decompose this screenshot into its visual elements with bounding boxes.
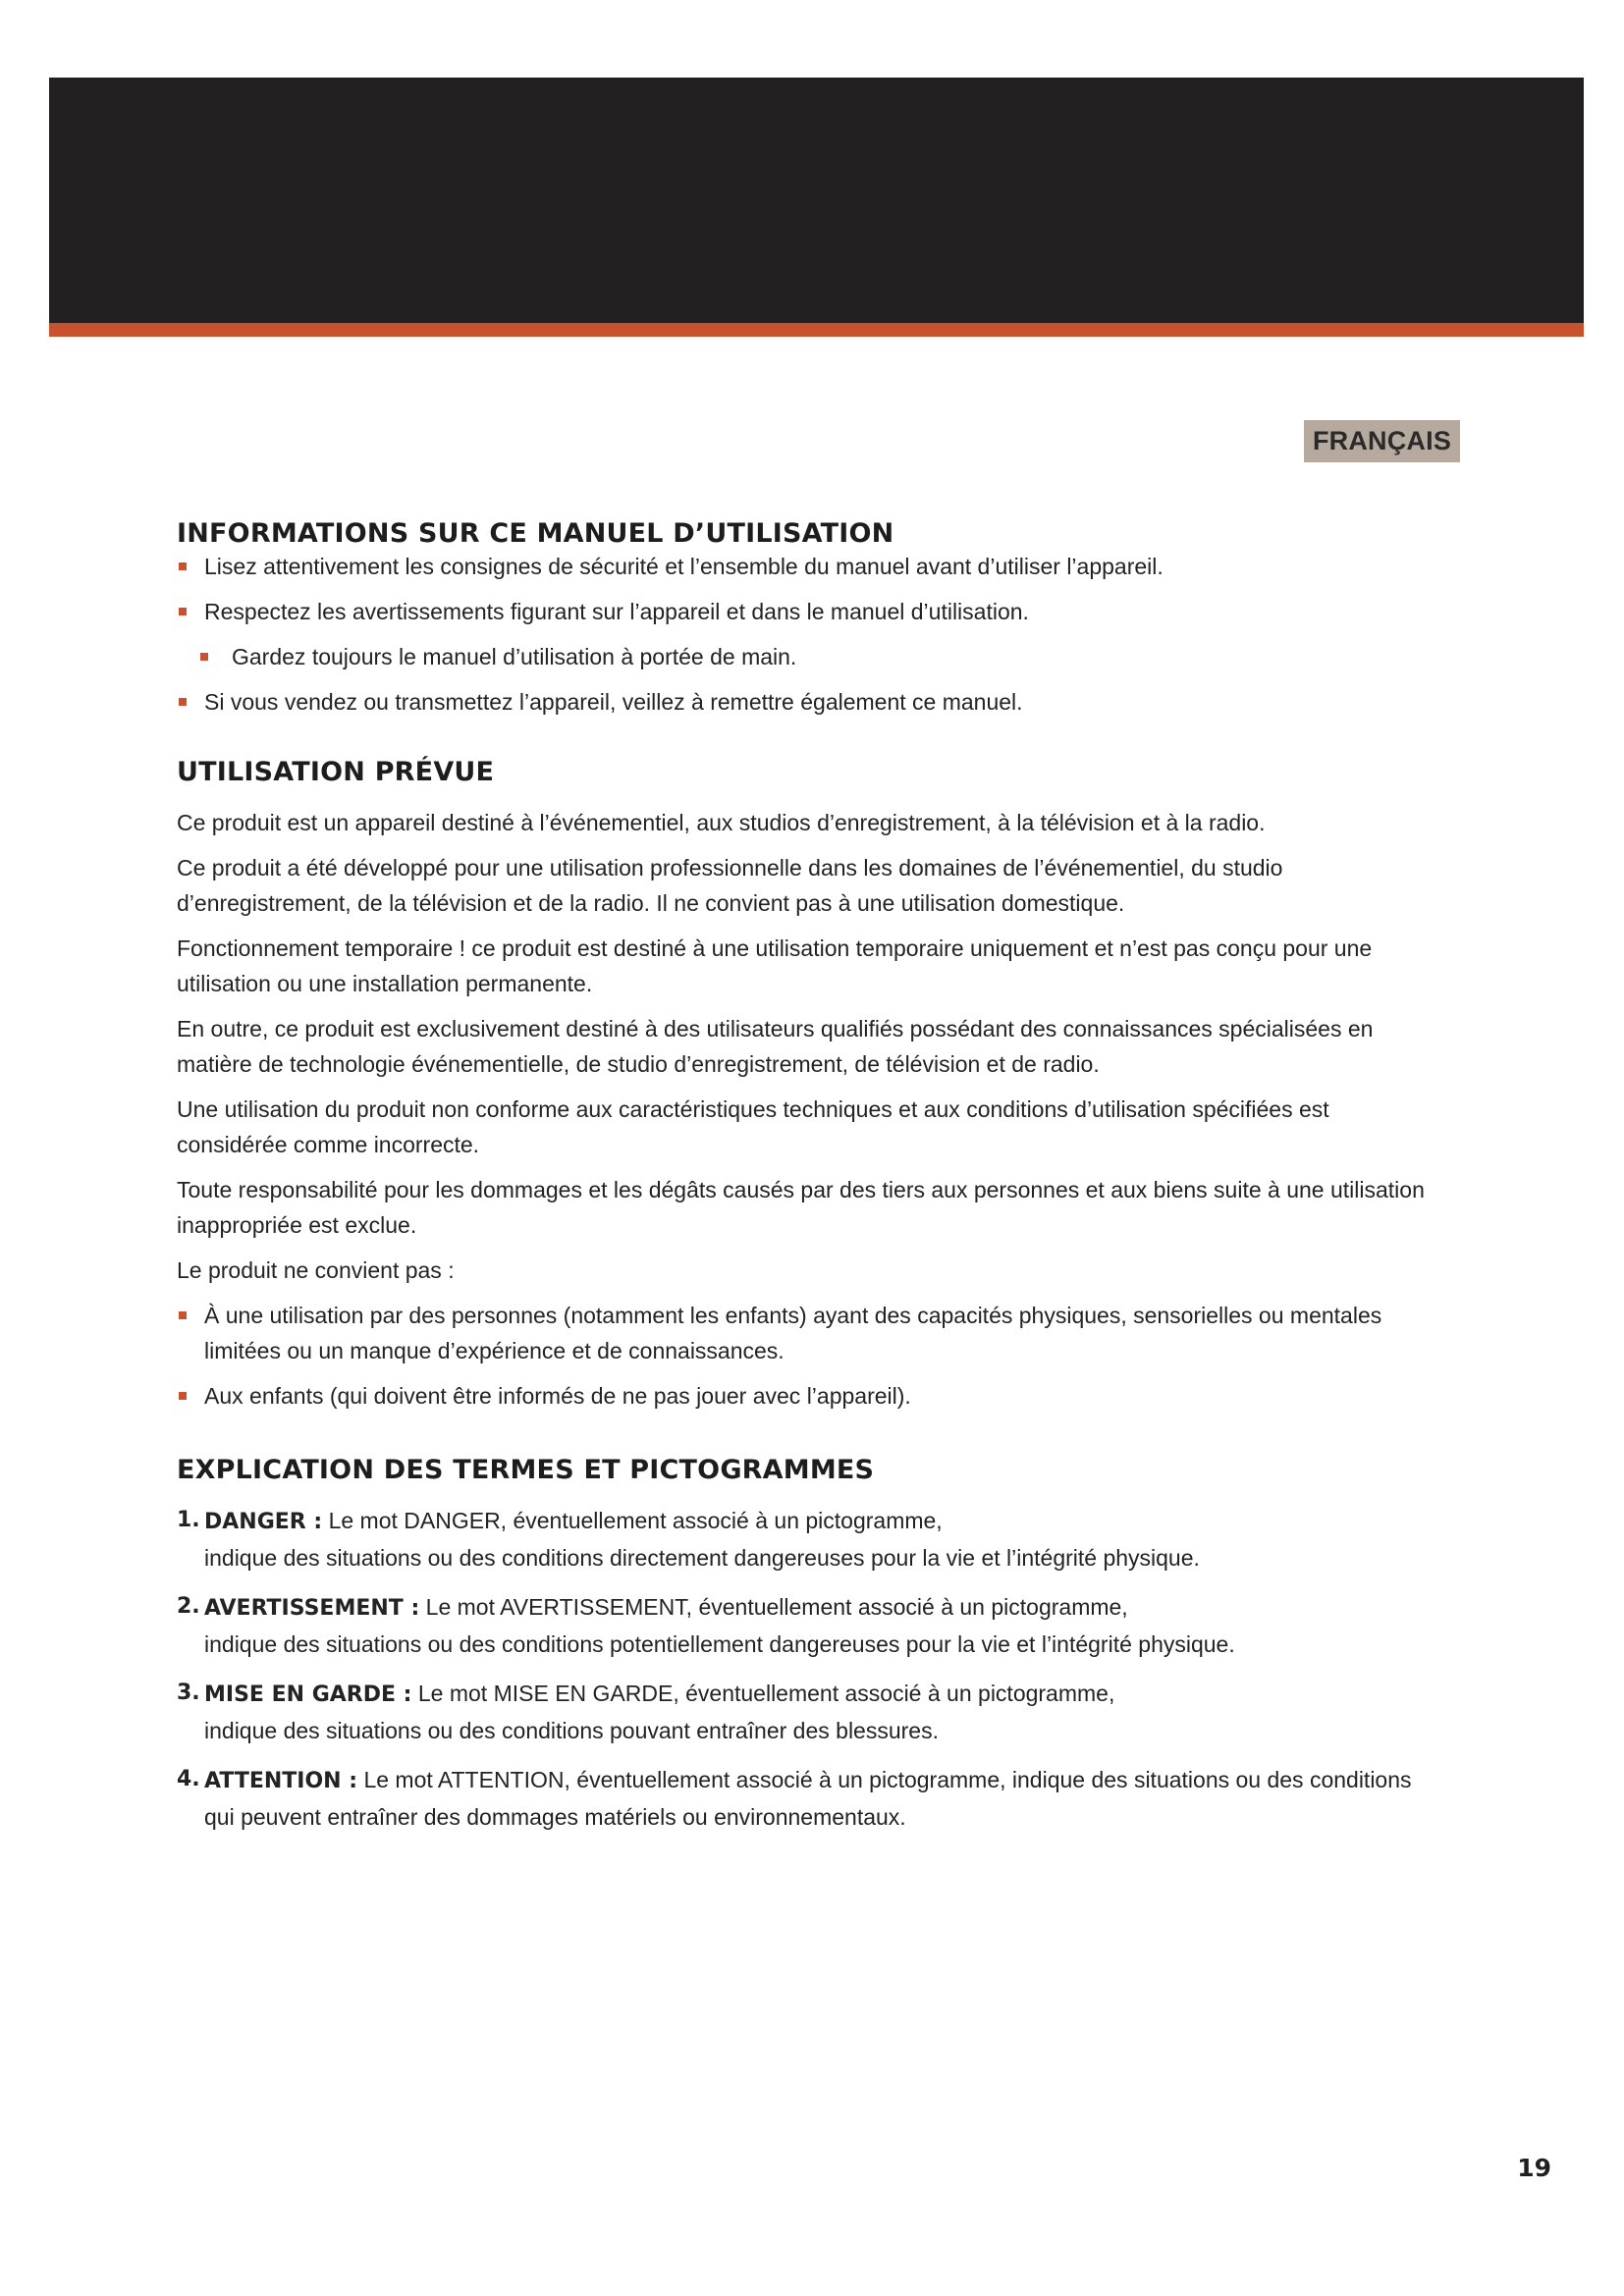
bullet-square-icon <box>179 562 187 570</box>
bullet-square-icon <box>179 1311 187 1319</box>
unsuitable-bullet-list <box>177 1298 1443 1414</box>
term-text: Le mot DANGER, éventuellement associé à un pictogramme, <box>328 1508 943 1533</box>
bullet-square-icon <box>179 1392 187 1400</box>
term-text: Le mot AVERTISSEMENT, éventuellement associé à un pictogramme, <box>425 1594 1128 1620</box>
term-number: 3. <box>177 1681 200 1705</box>
section-heading-use: UTILISATION PRÉVUE <box>177 757 495 787</box>
paragraph: Toute responsabilité pour les dommages et les dégâts causés par des tiers aux personnes et aux biens suite à une utilisation inappropriée est exclue. <box>177 1177 1425 1238</box>
term-label: MISE EN GARDE : <box>204 1682 412 1707</box>
intended-use-paragraphs <box>177 805 1443 1288</box>
term-number: 2. <box>177 1594 200 1619</box>
term-item-attention <box>177 1762 1443 1835</box>
term-item-caution <box>177 1676 1443 1748</box>
term-number: 4. <box>177 1767 200 1791</box>
language-badge: FRANÇAIS <box>1304 420 1460 462</box>
section-heading-info: INFORMATIONS SUR CE MANUEL D’UTILISATION <box>177 518 894 549</box>
page-content <box>177 510 1443 1848</box>
page-number: 19 <box>1517 2154 1551 2182</box>
term-text: indique des situations ou des conditions potentiellement dangereuses pour la vie et l’intégrité physique. <box>204 1631 1235 1657</box>
list-item: Gardez toujours le manuel d’utilisation à portée de main. <box>177 639 1443 674</box>
bullet-square-icon <box>179 698 187 706</box>
paragraph: Ce produit est un appareil destiné à l’événementiel, aux studios d’enregistrement, à la télévision et à la radio. <box>177 810 1266 835</box>
header-band <box>49 78 1584 323</box>
list-item: Lisez attentivement les consignes de sécurité et l’ensemble du manuel avant d’utiliser l’appareil. <box>177 549 1443 584</box>
term-label: DANGER : <box>204 1510 323 1534</box>
paragraph: Le produit ne convient pas : <box>177 1257 455 1283</box>
term-text: Le mot MISE EN GARDE, éventuellement associé à un pictogramme, <box>417 1681 1115 1706</box>
header-accent-stripe <box>49 323 1584 337</box>
term-item-warning <box>177 1589 1443 1662</box>
terms-list <box>177 1503 1443 1835</box>
paragraph: Fonctionnement temporaire ! ce produit est destiné à une utilisation temporaire uniquement et n’est pas conçu pour une utilisation ou une installation permanente. <box>177 935 1373 996</box>
section-heading-terms: EXPLICATION DES TERMES ET PICTOGRAMMES <box>177 1455 875 1485</box>
term-label: ATTENTION : <box>204 1769 358 1793</box>
paragraph: Une utilisation du produit non conforme aux caractéristiques techniques et aux conditions d’utilisation spécifiées est considérée comme incorrecte. <box>177 1096 1329 1157</box>
paragraph: Ce produit a été développé pour une utilisation professionnelle dans les domaines de l’événementiel, du studio d’enregistrement, de la télévision et de la radio. Il ne convient pas à une utilisation domestique. <box>177 855 1283 916</box>
list-item: Si vous vendez ou transmettez l’appareil, veillez à remettre également ce manuel. <box>177 684 1443 720</box>
bullet-square-icon <box>179 608 187 615</box>
term-item-danger <box>177 1503 1443 1575</box>
term-label: AVERTISSEMENT : <box>204 1596 420 1621</box>
term-text: Le mot ATTENTION, éventuellement associé à un pictogramme, indique des situations ou des conditions qui peuvent entraîner des dommages matériels ou environnementaux. <box>204 1767 1412 1830</box>
term-number: 1. <box>177 1508 200 1532</box>
paragraph: En outre, ce produit est exclusivement destiné à des utilisateurs qualifiés possédant des connaissances spécialisées en matière de technologie événementielle, de studio d’enregistrement, de télévision et de radio. <box>177 1016 1374 1077</box>
info-bullet-list <box>177 549 1443 720</box>
list-item: À une utilisation par des personnes (notamment les enfants) ayant des capacités physiques, sensorielles ou mentales limitées ou un manque d’expérience et de connaissances. <box>177 1298 1443 1368</box>
list-item: Aux enfants (qui doivent être informés de ne pas jouer avec l’appareil). <box>177 1378 1443 1414</box>
list-item: Respectez les avertissements figurant sur l’appareil et dans le manuel d’utilisation. <box>177 594 1443 629</box>
bullet-square-icon <box>200 653 208 661</box>
term-text: indique des situations ou des conditions directement dangereuses pour la vie et l’intégrité physique. <box>204 1545 1200 1571</box>
term-text: indique des situations ou des conditions pouvant entraîner des blessures. <box>204 1718 939 1743</box>
